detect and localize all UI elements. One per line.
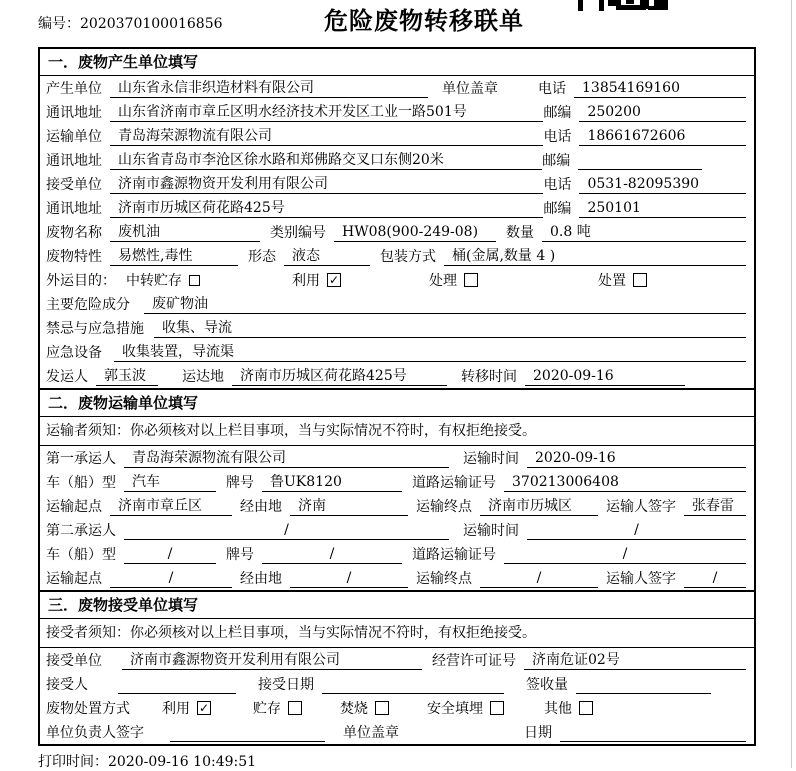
- character-value: 易燃性,毒性: [110, 246, 238, 266]
- checkbox-use: ✓: [198, 701, 210, 715]
- qr-code-fragment: [578, 0, 670, 11]
- zip-label: 邮编: [542, 153, 571, 169]
- section-transporter: [40, 388, 754, 590]
- form-value: 液态: [284, 246, 370, 266]
- packing-label: 包装方式: [380, 249, 436, 265]
- equipment-value: 收集装置，导流渠: [114, 342, 746, 362]
- packing-value: 桶(金属,数量 4 ): [444, 246, 746, 266]
- origin-label: 运输起点: [46, 571, 102, 587]
- purpose-option-dispose: [598, 270, 647, 290]
- zip-value: [578, 150, 702, 170]
- section-receiver: [40, 590, 754, 744]
- zip-label: 邮编: [543, 105, 572, 121]
- hazard-value: 废矿物油: [144, 294, 746, 314]
- via-label: 经由地: [240, 571, 282, 587]
- phone-value: 0531-82095390: [579, 174, 746, 194]
- waste-name-value: 废机油: [110, 222, 260, 242]
- address-label: 通讯地址: [46, 153, 102, 169]
- date-label: 日期: [524, 725, 552, 741]
- row-taboo-measures: [40, 316, 754, 340]
- page-title: 危险废物转移联单: [324, 7, 524, 35]
- row-second-carrier: [40, 518, 754, 542]
- serial-number: [38, 13, 223, 33]
- option-label: 处理: [429, 273, 457, 289]
- endpoint-value: /: [480, 568, 598, 588]
- endpoint-value: 济南市历城区: [480, 496, 598, 516]
- origin-label: 运输起点: [46, 499, 102, 515]
- receive-unit-label: 接受单位: [46, 653, 102, 669]
- disposal-option-landfill: [427, 698, 504, 718]
- receive-date-value: [322, 674, 504, 694]
- disposal-option-storage: [253, 698, 302, 718]
- row-vehicle-1: [40, 470, 754, 494]
- transfer-time-label: 转移时间: [461, 369, 517, 385]
- row-producer: [40, 76, 754, 100]
- via-value: /: [290, 568, 408, 588]
- option-label: 中转贮存: [126, 273, 182, 289]
- vehicle-type-label: 车（船）型: [46, 475, 116, 491]
- checkbox-storage: [288, 701, 302, 715]
- road-license-label: 道路运输证号: [412, 547, 496, 563]
- disposal-label: 废物处置方式: [46, 701, 130, 717]
- row-receiver-address: [40, 196, 754, 220]
- transfer-time-value: 2020-09-16: [525, 366, 685, 386]
- phone-label: 电话: [543, 129, 572, 145]
- vehicle-type-value: 汽车: [124, 472, 216, 492]
- signed-amount-label: 签收量: [526, 677, 568, 693]
- row-shipper: [40, 364, 754, 388]
- via-value: 济南: [290, 496, 408, 516]
- row-producer-address: [40, 100, 754, 124]
- phone-label: 电话: [538, 81, 566, 97]
- responsible-sign-value: [170, 722, 325, 742]
- checkbox-treat: [464, 273, 478, 287]
- row-hazard-component: [40, 292, 754, 316]
- row-emergency-equipment: [40, 340, 754, 364]
- row-responsible-sign: [40, 720, 754, 744]
- destination-value: 济南市历城区荷花路425号: [232, 366, 447, 386]
- checkbox-dispose: [633, 273, 647, 287]
- shipper-label: 发运人: [46, 369, 88, 385]
- phone-label: 电话: [543, 177, 572, 193]
- purpose-option-use: [292, 270, 341, 290]
- first-carrier-label: 第一承运人: [46, 451, 116, 467]
- checkbox-storage: [189, 275, 200, 286]
- unit-seal-label: 单位盖章: [442, 81, 498, 97]
- road-license-value: /: [504, 544, 746, 564]
- disposal-option-use: [162, 698, 211, 718]
- taboo-label: 禁忌与应急措施: [46, 321, 144, 337]
- row-transport-address: [40, 148, 754, 172]
- checkbox-incinerate: [375, 701, 389, 715]
- section1-title: 一．废物产生单位填写: [40, 49, 754, 76]
- purpose-option-storage: [126, 270, 200, 290]
- checkbox-other: [579, 701, 593, 715]
- row-vehicle-2: [40, 542, 754, 566]
- section-producer: [40, 49, 754, 388]
- first-carrier-value: 青岛海荣源物流有限公司: [124, 448, 449, 468]
- producer-value: 山东省永信非织造材料有限公司: [110, 78, 428, 98]
- row-receive-person: [40, 672, 754, 696]
- address-value: 山东省青岛市李沧区徐水路和郑佛路交叉口东侧20米: [110, 150, 542, 170]
- address-value: 山东省济南市章丘区明水经济技术开发区工业一路501号: [110, 102, 543, 122]
- zip-label: 邮编: [543, 201, 572, 217]
- option-label: 其他: [544, 701, 572, 717]
- phone-value: 13854169160: [574, 78, 746, 98]
- permit-label: 经营许可证号: [432, 653, 516, 669]
- plate-label: 牌号: [226, 475, 254, 491]
- disposal-option-other: [544, 698, 593, 718]
- receive-person-value: [118, 674, 236, 694]
- option-label: 利用: [162, 701, 190, 717]
- serial-label: 编号：: [38, 16, 80, 32]
- transport-unit-label: 运输单位: [46, 129, 102, 145]
- road-license-value: 370213006408: [504, 472, 746, 492]
- serial-value: 2020370100016856: [80, 16, 223, 32]
- carrier-sign-value: /: [684, 568, 746, 588]
- endpoint-label: 运输终点: [416, 499, 472, 515]
- taboo-value: 收集、导流: [154, 318, 746, 338]
- row-receive-unit: [40, 648, 754, 672]
- vehicle-type-value: /: [124, 544, 216, 564]
- transport-time-label: 运输时间: [463, 451, 519, 467]
- address-value: 济南市历城区荷花路425号: [110, 198, 543, 218]
- row-transport-unit: [40, 124, 754, 148]
- receiver-unit-label: 接受单位: [46, 177, 102, 193]
- checkbox-landfill: [490, 701, 504, 715]
- responsible-sign-label: 单位负责人签字: [46, 725, 144, 741]
- endpoint-label: 运输终点: [416, 571, 472, 587]
- carrier-sign-value: 张春雷: [684, 496, 746, 516]
- row-receiver-unit: [40, 172, 754, 196]
- row-first-carrier: [40, 446, 754, 470]
- form-label: 形态: [248, 249, 276, 265]
- phone-value: 18661672606: [579, 126, 746, 146]
- print-time-label: 打印时间：: [38, 754, 108, 770]
- receiver-notice: 接受者须知：你必须核对以上栏目事项，当与实际情况不符时，有权拒绝接受。: [40, 619, 754, 648]
- purpose-option-treat: [429, 270, 478, 290]
- plate-label: 牌号: [226, 547, 254, 563]
- destination-label: 运达地: [182, 369, 224, 385]
- option-label: 安全填埋: [427, 701, 483, 717]
- section2-title: 二．废物运输单位填写: [40, 390, 754, 417]
- transport-time-value: /: [527, 520, 746, 540]
- equipment-label: 应急设备: [46, 345, 102, 361]
- print-time-value: 2020-09-16 10:49:51: [108, 754, 257, 770]
- shipper-value: 郭玉波: [96, 366, 158, 386]
- transport-time-value: 2020-09-16: [527, 448, 746, 468]
- section3-title: 三．废物接受单位填写: [40, 592, 754, 619]
- disposal-option-incinerate: [340, 698, 389, 718]
- signed-amount-value: [576, 674, 711, 694]
- via-label: 经由地: [240, 499, 282, 515]
- option-label: 处置: [598, 273, 626, 289]
- plate-value: 鲁UK8120: [262, 472, 402, 492]
- row-route-1: [40, 494, 754, 518]
- transporter-notice: 运输者须知：你必须核对以上栏目事项，当与实际情况不符时，有权拒绝接受。: [40, 417, 754, 446]
- road-license-label: 道路运输证号: [412, 475, 496, 491]
- print-time: [38, 751, 256, 771]
- producer-label: 产生单位: [46, 81, 102, 97]
- character-label: 废物特性: [46, 249, 102, 265]
- hazard-label: 主要危险成分: [46, 297, 130, 313]
- option-label: 利用: [292, 273, 320, 289]
- second-carrier-label: 第二承运人: [46, 523, 116, 539]
- origin-value: 济南市章丘区: [110, 496, 232, 516]
- option-label: 贮存: [253, 701, 281, 717]
- category-value: HW08(900-249-08): [334, 222, 496, 242]
- waste-name-label: 废物名称: [46, 225, 102, 241]
- row-purpose: [40, 268, 754, 292]
- plate-value: /: [262, 544, 402, 564]
- zip-value: 250101: [579, 198, 746, 218]
- carrier-sign-label: 运输人签字: [606, 571, 676, 587]
- receive-date-label: 接受日期: [258, 677, 314, 693]
- transport-time-label: 运输时间: [463, 523, 519, 539]
- receiver-unit-value: 济南市鑫源物资开发利用有限公司: [110, 174, 543, 194]
- purpose-label: 外运目的：: [46, 273, 116, 289]
- row-waste-name: [40, 220, 754, 244]
- row-route-2: [40, 566, 754, 590]
- origin-value: /: [110, 568, 232, 588]
- transport-unit-value: 青岛海荣源物流有限公司: [110, 126, 543, 146]
- quantity-label: 数量: [506, 225, 534, 241]
- page-right-edge: [791, 0, 792, 768]
- quantity-value: 0.8 吨: [542, 222, 746, 242]
- unit-seal-label: 单位盖章: [343, 725, 399, 741]
- carrier-sign-label: 运输人签字: [606, 499, 676, 515]
- address-label: 通讯地址: [46, 105, 102, 121]
- manifest-form: [38, 47, 756, 746]
- second-carrier-value: /: [124, 520, 449, 540]
- permit-value: 济南危证02号: [524, 650, 746, 670]
- row-waste-character: [40, 244, 754, 268]
- option-label: 焚烧: [340, 701, 368, 717]
- vehicle-type-label: 车（船）型: [46, 547, 116, 563]
- receive-unit-value: 济南市鑫源物资开发利用有限公司: [122, 650, 422, 670]
- row-disposal-method: [40, 696, 754, 720]
- receive-person-label: 接受人: [46, 677, 88, 693]
- zip-value: 250200: [579, 102, 746, 122]
- address-label: 通讯地址: [46, 201, 102, 217]
- date-value: [560, 722, 746, 742]
- category-label: 类别编号: [270, 225, 326, 241]
- checkbox-use: ✓: [328, 273, 340, 287]
